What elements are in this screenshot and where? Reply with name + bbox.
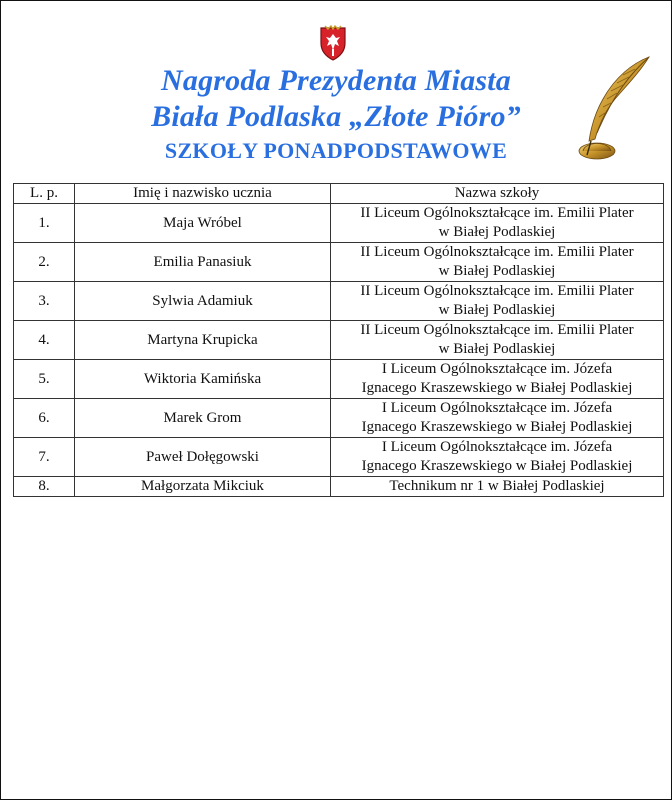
header: [1, 63, 671, 165]
row-number: 1.: [14, 204, 75, 243]
table-header-row: [14, 184, 664, 204]
school-name: [331, 243, 664, 282]
row-number: 2.: [14, 243, 75, 282]
school-name: [331, 321, 664, 360]
table-row: [14, 321, 664, 360]
school-line-2: w Białej Podlaskiej: [438, 341, 556, 357]
student-name: Wiktoria Kamińska: [75, 360, 331, 399]
school-line-2: Ignacego Kraszewskiego w Białej Podlaskiej: [361, 419, 633, 435]
row-number: 8.: [14, 477, 75, 497]
table-row: [14, 282, 664, 321]
table-row: [14, 204, 664, 243]
student-name: Marek Grom: [75, 399, 331, 438]
school-name: [331, 438, 664, 477]
school-line-2: Ignacego Kraszewskiego w Białej Podlaskiej: [361, 380, 633, 396]
table-row: [14, 243, 664, 282]
school-name: [331, 399, 664, 438]
school-line-2: w Białej Podlaskiej: [438, 263, 556, 279]
student-name: Paweł Dołęgowski: [75, 438, 331, 477]
table-row: [14, 438, 664, 477]
title-line-2: Biała Podlaska „Złote Pióro”: [151, 100, 521, 133]
row-number: 3.: [14, 282, 75, 321]
table-row: [14, 477, 664, 497]
school-line-1: I Liceum Ogólnokształcące im. Józefa: [381, 361, 613, 377]
school-line-1: II Liceum Ogólnokształcące im. Emilii Plater: [360, 322, 634, 338]
student-name: Martyna Krupicka: [75, 321, 331, 360]
school-line-2: Ignacego Kraszewskiego w Białej Podlaskiej: [361, 458, 633, 474]
title-line-1: Nagroda Prezydenta Miasta: [161, 64, 511, 97]
school-line-1: II Liceum Ogólnokształcące im. Emilii Plater: [360, 205, 634, 221]
school-name: [331, 282, 664, 321]
header-school-name: Nazwa szkoły: [331, 184, 664, 204]
golden-quill-icon: [575, 55, 655, 165]
school-line-2: w Białej Podlaskiej: [438, 224, 556, 240]
row-number: 4.: [14, 321, 75, 360]
row-number: 7.: [14, 438, 75, 477]
student-name: Sylwia Adamiuk: [75, 282, 331, 321]
school-line-2: w Białej Podlaskiej: [438, 302, 556, 318]
student-name: Maja Wróbel: [75, 204, 331, 243]
coat-of-arms-icon: [319, 25, 347, 61]
student-name: Emilia Panasiuk: [75, 243, 331, 282]
table-row: [14, 399, 664, 438]
subtitle: SZKOŁY PONADPODSTAWOWE: [164, 138, 508, 163]
header-student-name: Imię i nazwisko ucznia: [75, 184, 331, 204]
school-line-1: II Liceum Ogólnokształcące im. Emilii Plater: [360, 244, 634, 260]
school-name: [331, 360, 664, 399]
school-name: Technikum nr 1 w Białej Podlaskiej: [331, 477, 664, 497]
school-name: [331, 204, 664, 243]
results-table: [13, 183, 664, 497]
school-line-1: II Liceum Ogólnokształcące im. Emilii Plater: [360, 283, 634, 299]
header-lp: L. p.: [14, 184, 75, 204]
row-number: 6.: [14, 399, 75, 438]
school-line-1: I Liceum Ogólnokształcące im. Józefa: [381, 439, 613, 455]
row-number: 5.: [14, 360, 75, 399]
student-name: Małgorzata Mikciuk: [75, 477, 331, 497]
school-line-1: I Liceum Ogólnokształcące im. Józefa: [381, 400, 613, 416]
table-row: [14, 360, 664, 399]
